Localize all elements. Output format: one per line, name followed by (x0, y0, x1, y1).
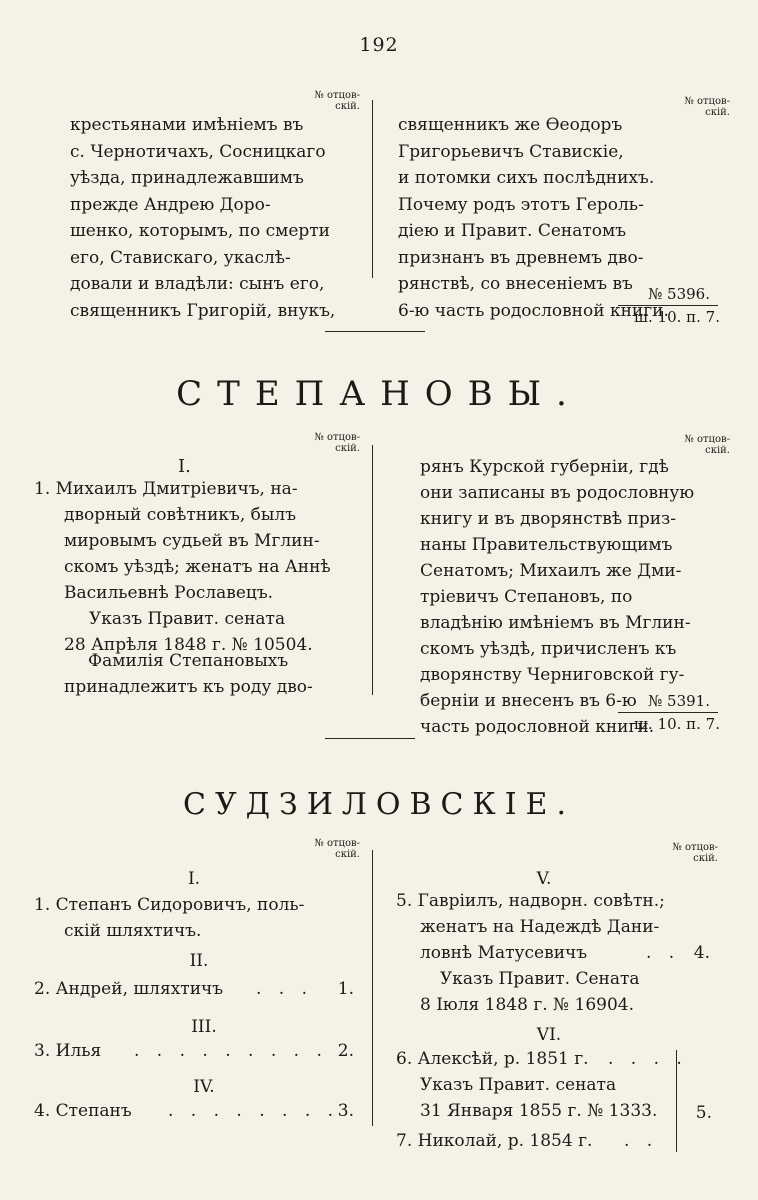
sec2-left-column (34, 476, 364, 658)
leader-dots: . . . . . . . . (168, 1101, 340, 1121)
text-line: діею и Правит. Сенатомъ (398, 221, 627, 241)
text-line: и потомки сихъ послѣднихъ. (398, 168, 655, 188)
shelf-reference: ш. 10. п. 7. (634, 308, 720, 326)
text-line: наны Правительствующимъ (420, 535, 673, 555)
shelf-reference: ш. 10. п. 7. (634, 715, 720, 733)
leader-dots: . . . . (608, 1049, 688, 1069)
genealogy-entry: 5. Гавріилъ, надворн. совѣтн.; (396, 891, 665, 911)
otcov-header-right: № отцов- скій. (684, 96, 730, 118)
text-line: Указъ Правит. сената (89, 609, 286, 629)
otcov-header-left: № отцов- скій. (314, 432, 360, 454)
ref-rule (618, 305, 718, 306)
genealogy-entry: 4. Степанъ (34, 1101, 132, 1121)
text-line: Григорьевичъ Ставискіе, (398, 141, 624, 162)
text-line: 6-ю часть родословной книги. (398, 300, 669, 321)
record-number: № 5391. (648, 692, 710, 710)
column-divider (372, 100, 373, 278)
text-line: с. Чернотичахъ, Сосницкаго (70, 141, 326, 162)
text-line: прежде Андрею Доро- (70, 194, 271, 215)
decree-line: 8 Іюля 1848 г. № 16904. (420, 995, 635, 1015)
text-line: принадлежитъ къ роду дво- (64, 677, 313, 697)
section-separator (325, 331, 425, 332)
decree-line: Указъ Правит. Сената (440, 969, 640, 989)
section-title: СУДЗИЛОВСКІЕ. (182, 787, 575, 822)
text-line: дворянству Черниговской гу- (420, 665, 685, 685)
text-line: священникъ же Ѳеодоръ (398, 115, 623, 135)
genealogy-entry-cont: скій шляхтичъ. (64, 921, 202, 941)
leader-dots: . . . (256, 979, 314, 999)
text-line: уѣзда, принадлежавшимъ (70, 168, 304, 188)
text-line: часть родословной книги. (420, 717, 655, 737)
genealogy-entry: 1. Степанъ Сидоровичъ, поль- (34, 895, 305, 915)
text-line: рянствѣ, со внесеніемъ въ (398, 274, 633, 294)
text-line: Фамилія Степановыхъ (88, 651, 289, 671)
text-line: шенко, которымъ, по смерти (70, 221, 331, 241)
otcov-header-left: № отцов- скій. (314, 838, 360, 860)
text-line: крестьянами имѣніемъ въ (70, 115, 304, 135)
text-line: мировымъ судьей въ Мглин- (64, 531, 320, 551)
text-line: дворный совѣтникъ, былъ (64, 505, 297, 525)
decree-line: 31 Января 1855 г. № 1333. (420, 1101, 658, 1121)
text-line: рянъ Курской губерніи, гдѣ (420, 457, 669, 477)
record-number: № 5396. (648, 285, 710, 303)
ref-rule (618, 712, 718, 713)
leader-dots: . . (624, 1131, 659, 1151)
text-line: священникъ Григорій, внукъ, (70, 300, 336, 321)
genealogy-entry: 6. Алексѣй, р. 1851 г. (396, 1049, 589, 1069)
generation-numeral: VI. (536, 1025, 562, 1045)
text-line: признанъ въ древнемъ дво- (398, 247, 644, 268)
genealogy-entry-cont: ловнѣ Матусевичъ (420, 943, 588, 963)
text-line: владѣнію имѣніемъ въ Мглин- (420, 613, 691, 633)
grouping-brace (670, 1050, 677, 1152)
parent-number: 5. (695, 1103, 712, 1123)
parent-number: 3. (337, 1101, 354, 1121)
text-line: довали и владѣли: сынъ его, (70, 274, 325, 294)
generation-numeral: IV. (193, 1077, 215, 1097)
otcov-header-left: № отцов- скій. (314, 90, 360, 112)
text-line: тріевичъ Степановъ, по (420, 587, 633, 607)
text-line: Сенатомъ; Михаилъ же Дми- (420, 561, 682, 581)
text-line: скомъ уѣздѣ; женатъ на Аннѣ (64, 557, 331, 577)
leader-dots: . . . . . . . . . (134, 1041, 328, 1061)
otcov-header-right: № отцов- скій. (672, 842, 718, 864)
text-line: Почему родъ этотъ Героль- (398, 194, 644, 215)
page-number: 192 (359, 34, 399, 56)
decree-line: Указъ Правит. сената (420, 1075, 617, 1095)
generation-numeral: V. (536, 869, 552, 889)
genealogy-entry: 3. Илья (34, 1041, 102, 1061)
leader-dots: . . (646, 943, 681, 963)
section-separator (325, 738, 415, 739)
section-title: СТЕПАНОВЫ. (176, 374, 582, 414)
column-divider (372, 850, 373, 1126)
text-line: 28 Апрѣля 1848 г. № 10504. (64, 635, 313, 655)
column-divider (372, 445, 373, 695)
parent-number: 2. (337, 1041, 354, 1061)
generation-numeral: III. (191, 1017, 217, 1037)
text-line: они записаны въ родословную (420, 483, 695, 503)
text-line: его, Ставискаго, укаслѣ- (70, 247, 291, 268)
generation-numeral: I. (178, 456, 191, 477)
text-line: 1. Михаилъ Дмитріевичъ, на- (34, 479, 298, 499)
generation-numeral: I. (187, 869, 201, 889)
otcov-header-right: № отцов- скій. (684, 434, 730, 456)
genealogy-entry-cont: женатъ на Надеждѣ Дани- (420, 917, 660, 937)
text-line: берніи и внесенъ въ 6-ю (420, 691, 637, 711)
generation-numeral: II. (189, 951, 209, 971)
parent-number: 4. (693, 943, 710, 963)
sec1-left-column (70, 112, 360, 324)
text-line: скомъ уѣздѣ, причисленъ къ (420, 639, 677, 659)
sec2-left-column-note (64, 648, 364, 700)
text-line: Васильевнѣ Рославецъ. (64, 583, 274, 603)
genealogy-entry: 2. Андрей, шляхтичъ (34, 979, 224, 999)
parent-number: 1. (337, 979, 354, 999)
genealogy-entry: 7. Николай, р. 1854 г. (396, 1131, 593, 1151)
text-line: книгу и въ дворянствѣ приз- (420, 509, 677, 529)
